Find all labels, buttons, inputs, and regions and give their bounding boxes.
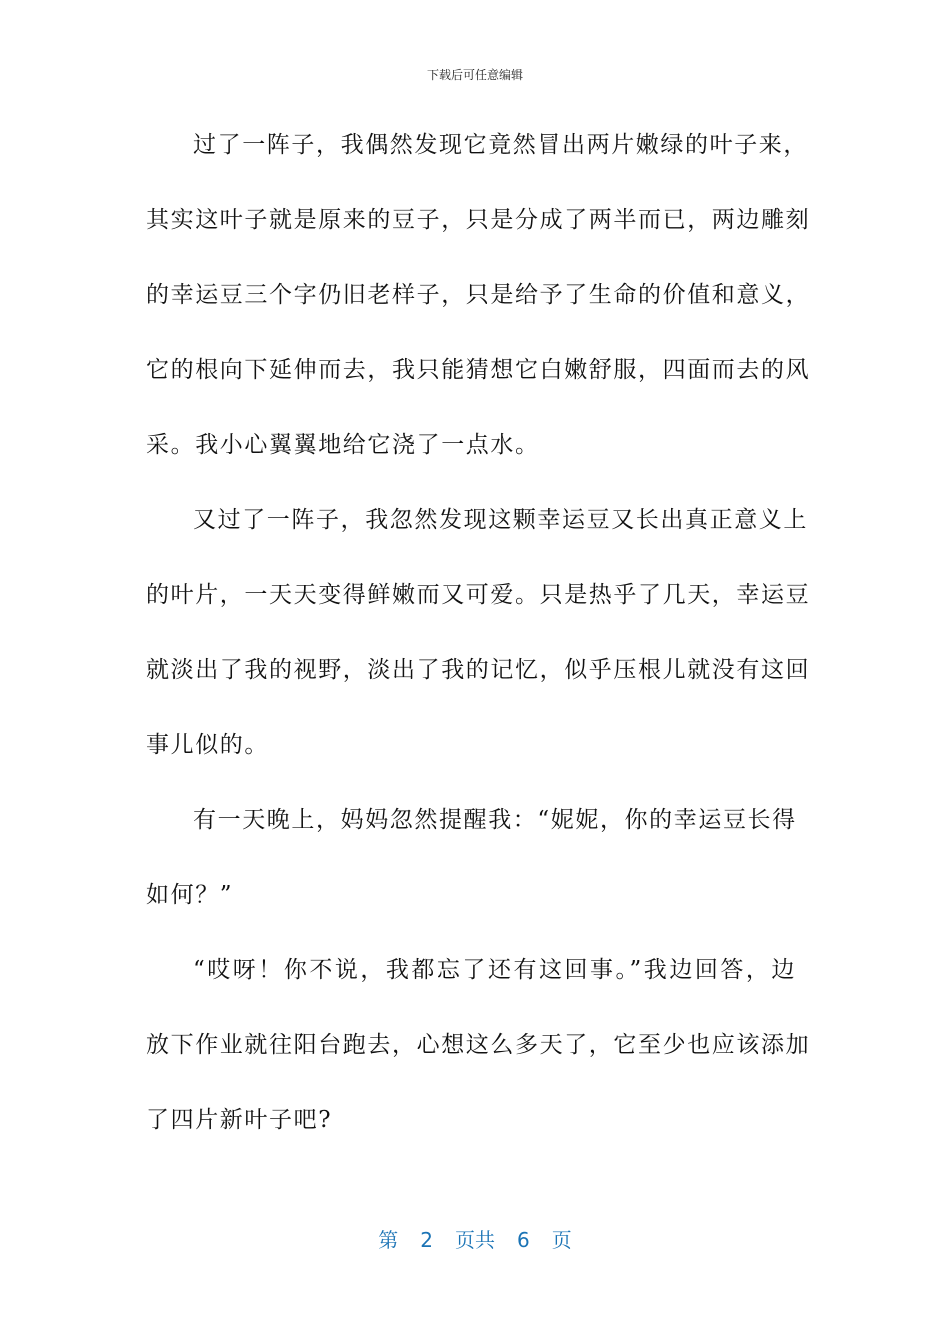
paragraph-line: 的幸运豆三个字仍旧老样子，只是给予了生命的价值和意义， bbox=[146, 282, 811, 308]
paragraph-line: 采。我小心翼翼地给它浇了一点水。 bbox=[146, 432, 540, 458]
paragraph-line: 有一天晚上，妈妈忽然提醒我：“妮妮，你的幸运豆长得 bbox=[193, 807, 797, 833]
paragraph-line: 又过了一阵子，我忽然发现这颗幸运豆又长出真正意义上 bbox=[193, 507, 808, 533]
paragraph-line: 的叶片，一天天变得鲜嫩而又可爱。只是热乎了几天，幸运豆 bbox=[146, 582, 811, 608]
paragraph-line: 放下作业就往阳台跑去，心想这么多天了，它至少也应该添加 bbox=[146, 1032, 811, 1058]
footer-prefix: 第 bbox=[378, 1228, 399, 1252]
paragraph-line: 就淡出了我的视野，淡出了我的记忆，似乎压根儿就没有这回 bbox=[146, 657, 811, 683]
paragraph-line: “哎呀！你不说，我都忘了还有这回事。”我边回答，边 bbox=[193, 957, 796, 983]
footer-page-number: 2 bbox=[420, 1228, 433, 1252]
footer-suffix: 页 bbox=[551, 1228, 572, 1252]
paragraph-line: 它的根向下延伸而去，我只能猜想它白嫩舒服，四面而去的风 bbox=[146, 357, 811, 383]
paragraph-line: 过了一阵子，我偶然发现它竟然冒出两片嫩绿的叶子来， bbox=[193, 132, 808, 158]
paragraph-line: 其实这叶子就是原来的豆子，只是分成了两半而已，两边雕刻 bbox=[146, 207, 811, 233]
paragraph-line: 事儿似的。 bbox=[146, 732, 269, 758]
body-text bbox=[146, 126, 811, 1176]
page-footer bbox=[0, 1224, 950, 1253]
footer-middle: 页共 bbox=[455, 1228, 495, 1252]
paragraph-line: 如何？” bbox=[146, 882, 234, 908]
footer-total-pages: 6 bbox=[517, 1228, 530, 1252]
paragraph-line: 了四片新叶子吧? bbox=[146, 1107, 333, 1133]
page-header: 下载后可任意编辑 bbox=[426, 68, 523, 82]
